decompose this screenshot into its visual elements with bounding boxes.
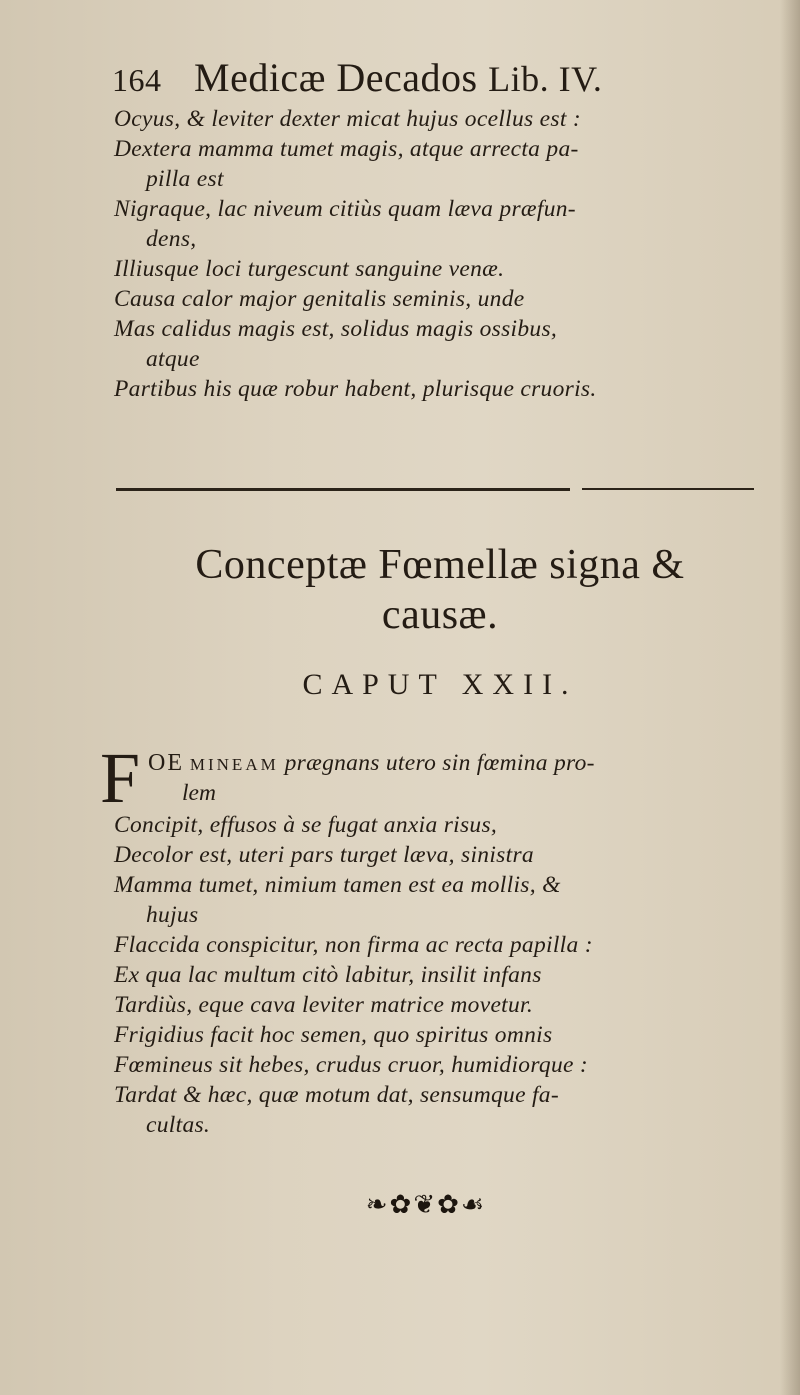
verse-line: Partibus his quæ robur habent, plurisque cruoris. — [114, 376, 597, 402]
verse-line: Flaccida conspicitur, non firma ac recta papilla : — [114, 932, 593, 958]
section-title-line-1: Conceptæ Fœmellæ signa & — [195, 542, 685, 588]
chapter-heading: CAPUT XXII. — [302, 668, 578, 701]
verse-line: Concipit, effusos à se fugat anxia risus, — [114, 812, 498, 838]
verse-line: Causa calor major genitalis seminis, unde — [114, 286, 525, 312]
page-edge-shadow — [780, 0, 800, 1395]
running-title: Medicæ Decados — [194, 55, 478, 100]
verse-line: Decolor est, uteri pars turget læva, sinistra — [114, 842, 534, 868]
book-number: Lib. IV. — [488, 59, 603, 99]
verse-line: Mas calidus magis est, solidus magis ossibus, atque — [114, 316, 558, 372]
drop-cap: F — [100, 738, 141, 818]
verses-top — [114, 104, 764, 404]
verse-line: Mamma tumet, nimium tamen est ea mollis, & hujus — [114, 872, 561, 928]
first-verse-line: OE MINEAM prægnans utero sin fœmina pro- — [148, 750, 595, 776]
divider-rule-left — [116, 488, 570, 491]
page-number: 164 — [112, 62, 162, 98]
first-verse-continuation: lem — [182, 780, 216, 806]
verse-line: Ocyus, & leviter dexter micat hujus ocellus est : — [114, 106, 581, 132]
verse-line: Illiusque loci turgescunt sanguine venæ. — [114, 256, 505, 282]
running-header — [112, 56, 752, 102]
verse-line: Ex qua lac multum citò labitur, insilit infans — [114, 962, 542, 988]
section-title-line-2: causæ. — [381, 592, 499, 638]
verse-line: Fœmineus sit hebes, crudus cruor, humidiorque : — [114, 1052, 589, 1078]
verse-line: Tardat & hæc, quæ motum dat, sensumque fa- cultas. — [114, 1082, 559, 1138]
section-divider — [116, 488, 754, 494]
divider-rule-right — [582, 488, 754, 490]
fleuron-ornament-icon: ❧✿❦✿☙ — [365, 1190, 487, 1219]
verses-bottom — [114, 810, 764, 1140]
verse-line: Dextera mamma tumet magis, atque arrecta pa- pilla est — [114, 136, 579, 192]
verse-line: Nigraque, lac niveum citiùs quam læva præfun- dens, — [114, 196, 576, 252]
verse-line: Tardiùs, eque cava leviter matrice movetur. — [114, 992, 534, 1018]
verse-line: Frigidius facit hoc semen, quo spiritus omnis — [114, 1022, 553, 1048]
